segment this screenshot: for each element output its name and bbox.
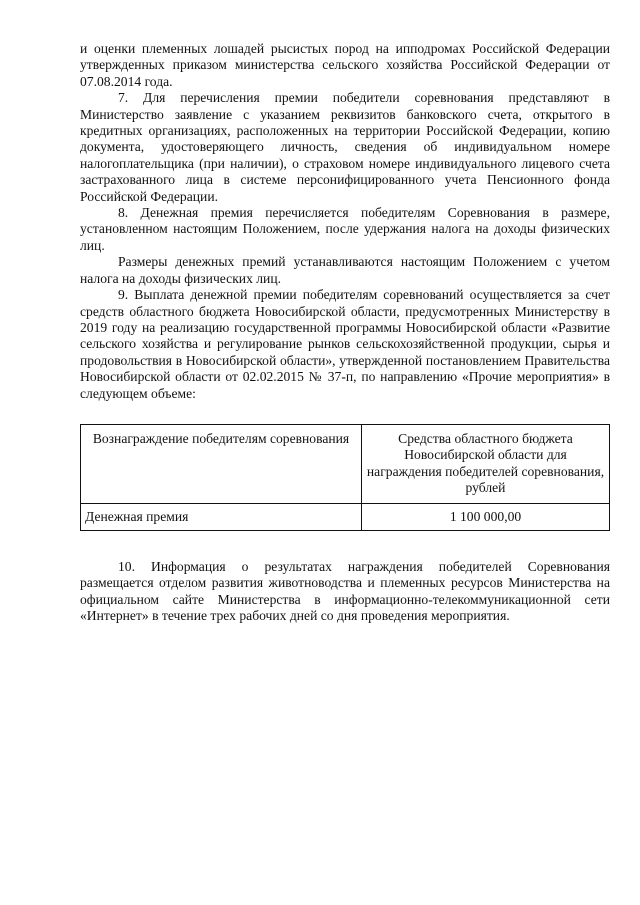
award-table: [80, 424, 610, 531]
paragraph-7: 7. Для перечисления премии победители соревнования представляют в Министерство заявление с указанием реквизитов банковского счета, открытого в кредитных организациях, расположенных на территории Российской Федерации, копию документа, удостоверяющего личность, сведения об индивидуальном номере налогоплательщика (при наличии), о страховом номере индивидуального лицевого счета застрахованного лица в системе персонифицированного учета Пенсионного фонда Российской Федерации.: [80, 90, 610, 204]
paragraph-8: 8. Денежная премия перечисляется победителям Соревнования в размере, установленном настоящим Положением, после удержания налога на доходы физических лиц.: [80, 205, 610, 253]
table-cell-amount: 1 100 000,00: [362, 503, 610, 530]
table-header-budget: Средства областного бюджета Новосибирской области для награждения победителей соревнования, рублей: [362, 424, 610, 503]
table-header-reward: Вознаграждение победителям соревнования: [81, 424, 362, 503]
table-header-row: [81, 424, 610, 503]
table-row: [81, 503, 610, 530]
paragraph-continuation: и оценки племенных лошадей рысистых пород на ипподромах Российской Федерации утвержденных приказом министерства сельского хозяйства Российской Федерации от 07.08.2014 года.: [80, 41, 610, 89]
table-cell-label: Денежная премия: [81, 503, 362, 530]
paragraph-9: 9. Выплата денежной премии победителям соревнований осуществляется за счет средств областного бюджета Новосибирской области, предусмотренных Министерству в 2019 году на реализацию государственной программы Новосибирской области «Развитие сельского хозяйства и регулирование рынков сельскохозяйственной продукции, сырья и продовольствия в Новосибирской области», утвержденной постановлением Правительства Новосибирской области от 02.02.2015 № 37-п, по направлению «Прочие мероприятия» в следующем объеме:: [80, 287, 610, 401]
paragraph-8-sizes: Размеры денежных премий устанавливаются настоящим Положением с учетом налога на доходы физических лиц.: [80, 254, 610, 286]
paragraph-10: 10. Информация о результатах награждения победителей Соревнования размещается отделом развития животноводства и племенных ресурсов Министерства на официальном сайте Министерства в информационно-телекоммуникационной сети «Интернет» в течение трех рабочих дней со дня проведения мероприятия.: [80, 558, 610, 624]
